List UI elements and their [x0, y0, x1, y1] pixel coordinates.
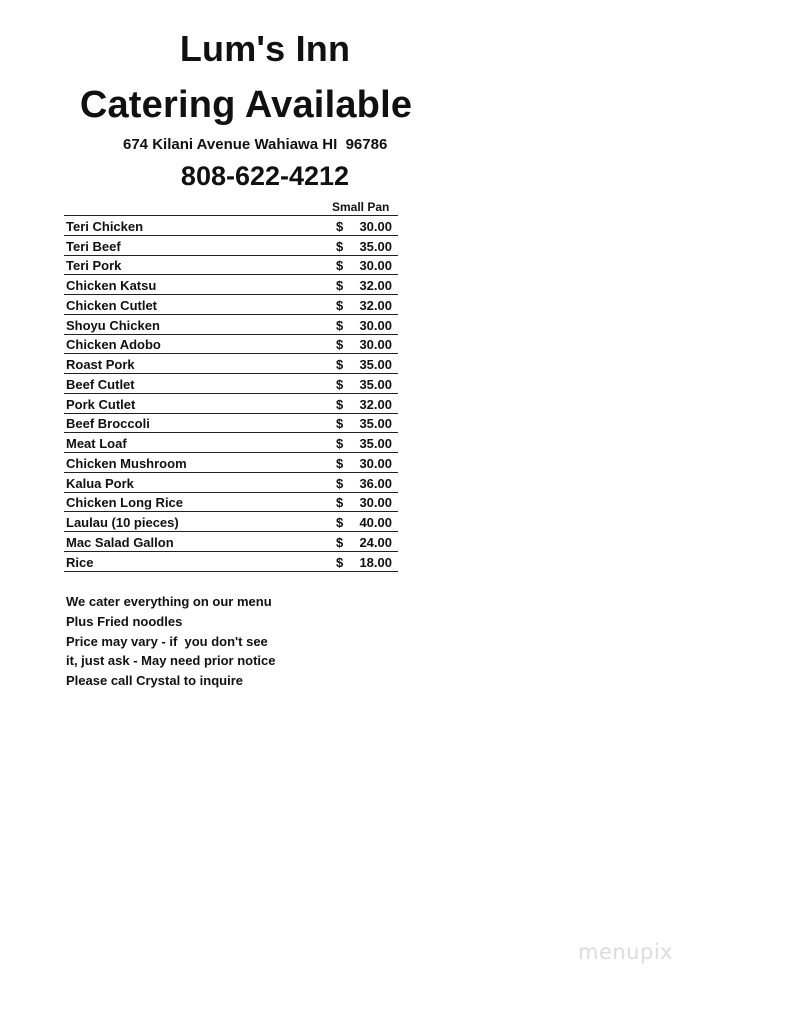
currency-symbol: $: [336, 512, 352, 532]
menu-item-price: 35.00: [352, 413, 398, 433]
menu-item-price: 40.00: [352, 512, 398, 532]
currency-symbol: $: [336, 354, 352, 374]
currency-symbol: $: [336, 334, 352, 354]
menu-row: [64, 314, 398, 334]
menu-item-name: Roast Pork: [64, 354, 336, 374]
menu-row: [64, 551, 398, 571]
currency-symbol: $: [336, 295, 352, 315]
restaurant-name: Lum's Inn: [179, 28, 351, 69]
menu-item-name: Chicken Adobo: [64, 334, 336, 354]
menu-item-price: 32.00: [352, 295, 398, 315]
currency-symbol: $: [336, 275, 352, 295]
currency-symbol: $: [336, 453, 352, 473]
menu-row: [64, 255, 398, 275]
menu-row: [64, 216, 398, 236]
menu-item-price: 30.00: [352, 314, 398, 334]
menu-item-price: 36.00: [352, 472, 398, 492]
menu-item-name: Chicken Cutlet: [64, 295, 336, 315]
currency-symbol: $: [336, 472, 352, 492]
currency-symbol: $: [336, 216, 352, 236]
menu-row: [64, 453, 398, 473]
menu-item-price: 32.00: [352, 275, 398, 295]
menu-row: [64, 235, 398, 255]
menu-item-name: Chicken Katsu: [64, 275, 336, 295]
menu-row: [64, 512, 398, 532]
menu-item-name: Chicken Mushroom: [64, 453, 336, 473]
menu-item-name: Pork Cutlet: [64, 393, 336, 413]
menu-row: [64, 433, 398, 453]
menu-row: [64, 492, 398, 512]
menu-row: [64, 374, 398, 394]
note-line: it, just ask - May need prior notice: [66, 653, 276, 669]
menu-item-name: Chicken Long Rice: [64, 492, 336, 512]
menu-item-price: 24.00: [352, 532, 398, 552]
menu-item-price: 18.00: [352, 551, 398, 571]
menu-table: [64, 215, 398, 572]
menu-row: [64, 393, 398, 413]
menu-item-price: 35.00: [352, 235, 398, 255]
menu-row: [64, 354, 398, 374]
currency-symbol: $: [336, 255, 352, 275]
menu-item-name: Laulau (10 pieces): [64, 512, 336, 532]
menu-item-name: Shoyu Chicken: [64, 314, 336, 334]
menu-item-name: Teri Beef: [64, 235, 336, 255]
watermark-logo: menupix: [578, 940, 674, 964]
menu-item-price: 35.00: [352, 354, 398, 374]
address: 674 Kilani Avenue Wahiawa HI 96786: [123, 136, 388, 153]
menu-item-price: 35.00: [352, 374, 398, 394]
note-line: Plus Fried noodles: [66, 613, 183, 629]
menu-table-body: [64, 216, 398, 572]
menu-item-price: 32.00: [352, 393, 398, 413]
currency-symbol: $: [336, 492, 352, 512]
currency-symbol: $: [336, 235, 352, 255]
menu-row: [64, 295, 398, 315]
menu-item-name: Teri Pork: [64, 255, 336, 275]
price-column-header: Small Pan: [332, 200, 390, 214]
currency-symbol: $: [336, 393, 352, 413]
currency-symbol: $: [336, 314, 352, 334]
menu-row: [64, 275, 398, 295]
menu-item-name: Mac Salad Gallon: [64, 532, 336, 552]
menu-row: [64, 532, 398, 552]
currency-symbol: $: [336, 532, 352, 552]
menu-item-name: Teri Chicken: [64, 216, 336, 236]
menu-item-price: 30.00: [352, 334, 398, 354]
menu-item-name: Rice: [64, 551, 336, 571]
currency-symbol: $: [336, 413, 352, 433]
menu-item-price: 30.00: [352, 216, 398, 236]
note-line: We cater everything on our menu: [66, 594, 272, 609]
menu-item-price: 30.00: [352, 255, 398, 275]
phone-number: 808-622-4212: [180, 161, 350, 191]
note-line: Please call Crystal to inquire: [66, 673, 244, 689]
menu-item-name: Beef Cutlet: [64, 374, 336, 394]
menu-row: [64, 472, 398, 492]
currency-symbol: $: [336, 374, 352, 394]
notes-block: [66, 592, 276, 691]
menu-item-name: Kalua Pork: [64, 472, 336, 492]
menu-row: [64, 334, 398, 354]
menu-item-price: 30.00: [352, 453, 398, 473]
menu-item-price: 30.00: [352, 492, 398, 512]
menu-item-price: 35.00: [352, 433, 398, 453]
menu-item-name: Beef Broccoli: [64, 413, 336, 433]
menu-row: [64, 413, 398, 433]
menu-item-name: Meat Loaf: [64, 433, 336, 453]
catering-heading: Catering Available: [79, 84, 413, 126]
currency-symbol: $: [336, 551, 352, 571]
note-line: Price may vary - if you don't see: [66, 633, 268, 649]
currency-symbol: $: [336, 433, 352, 453]
